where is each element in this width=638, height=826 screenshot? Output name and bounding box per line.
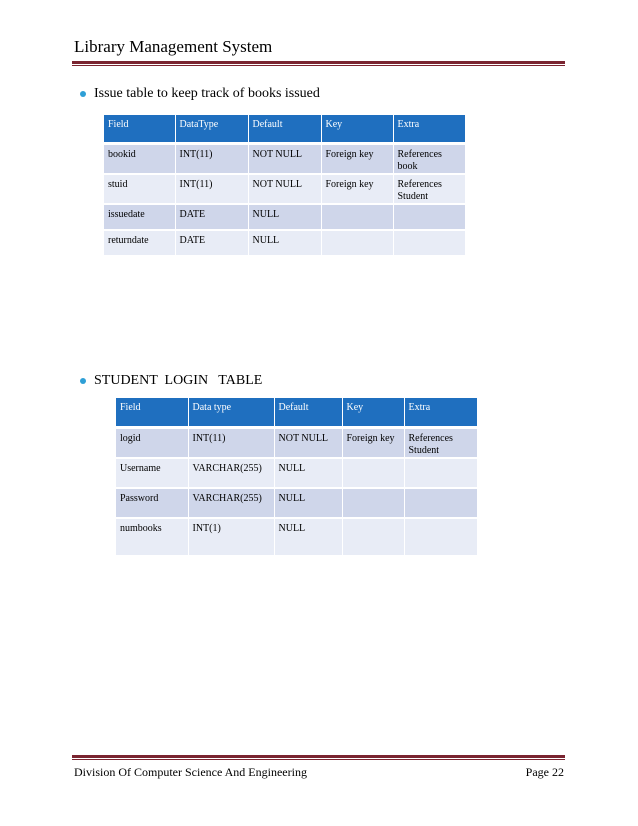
table-cell: References Student bbox=[393, 174, 465, 204]
header-title: Library Management System bbox=[74, 37, 273, 56]
column-header-default: Default bbox=[274, 398, 342, 428]
table-cell: NOT NULL bbox=[274, 428, 342, 459]
table-row bbox=[116, 428, 477, 459]
table-cell: References book bbox=[393, 144, 465, 175]
bullet-icon bbox=[80, 91, 86, 97]
footer-rule-thin bbox=[72, 759, 565, 760]
table-row bbox=[116, 458, 477, 488]
table-cell: NULL bbox=[248, 204, 321, 230]
table-cell: DATE bbox=[175, 204, 248, 230]
column-header-field: Field bbox=[116, 398, 188, 428]
table-cell: DATE bbox=[175, 230, 248, 256]
table-cell: INT(1) bbox=[188, 518, 274, 556]
table-cell bbox=[342, 518, 404, 556]
column-header-extra: Extra bbox=[404, 398, 477, 428]
footer-rule-thick bbox=[72, 755, 565, 758]
table-cell: Username bbox=[116, 458, 188, 488]
footer-page-number: Page 22 bbox=[525, 765, 564, 779]
table-cell: Foreign key bbox=[342, 428, 404, 459]
table-row bbox=[116, 518, 477, 556]
table-cell: logid bbox=[116, 428, 188, 459]
issue-table bbox=[104, 115, 466, 257]
table-cell bbox=[393, 204, 465, 230]
column-header-datatype: DataType bbox=[175, 115, 248, 144]
table-cell: Password bbox=[116, 488, 188, 518]
table-cell: NULL bbox=[274, 488, 342, 518]
table-cell bbox=[321, 230, 393, 256]
table-cell: NULL bbox=[248, 230, 321, 256]
table-row bbox=[104, 174, 465, 204]
table-cell: INT(11) bbox=[175, 174, 248, 204]
column-header-key: Key bbox=[321, 115, 393, 144]
bullet-icon bbox=[80, 378, 86, 384]
header-rule-thick bbox=[72, 61, 565, 64]
table-cell: Foreign key bbox=[321, 174, 393, 204]
table-cell: NULL bbox=[274, 458, 342, 488]
column-header-key: Key bbox=[342, 398, 404, 428]
footer-left: Division Of Computer Science And Engineering bbox=[74, 765, 307, 779]
section1-heading bbox=[80, 86, 320, 102]
table-cell bbox=[342, 488, 404, 518]
table-cell bbox=[404, 518, 477, 556]
table-cell: bookid bbox=[104, 144, 175, 175]
table-cell bbox=[404, 488, 477, 518]
table-cell: returndate bbox=[104, 230, 175, 256]
table-cell bbox=[404, 458, 477, 488]
table-cell: issuedate bbox=[104, 204, 175, 230]
table-row bbox=[104, 204, 465, 230]
table-cell: INT(11) bbox=[188, 428, 274, 459]
table-cell bbox=[342, 458, 404, 488]
column-header-data-type: Data type bbox=[188, 398, 274, 428]
student-login-table bbox=[116, 398, 478, 557]
table-cell bbox=[321, 204, 393, 230]
table-row bbox=[104, 144, 465, 175]
table-cell: References Student bbox=[404, 428, 477, 459]
column-header-default: Default bbox=[248, 115, 321, 144]
column-header-field: Field bbox=[104, 115, 175, 144]
header-rule-thin bbox=[72, 65, 565, 66]
section1-heading-text: Issue table to keep track of books issued bbox=[94, 86, 320, 101]
section2-heading-text: STUDENT LOGIN TABLE bbox=[94, 373, 263, 388]
table-cell: numbooks bbox=[116, 518, 188, 556]
column-header-extra: Extra bbox=[393, 115, 465, 144]
table-cell: INT(11) bbox=[175, 144, 248, 175]
student-login-table-header-row bbox=[116, 398, 477, 428]
table-cell: VARCHAR(255) bbox=[188, 488, 274, 518]
issue-table-header-row bbox=[104, 115, 465, 144]
table-cell: Foreign key bbox=[321, 144, 393, 175]
section2-heading bbox=[80, 373, 262, 389]
table-cell: stuid bbox=[104, 174, 175, 204]
table-cell: NULL bbox=[274, 518, 342, 556]
table-row bbox=[104, 230, 465, 256]
table-cell bbox=[393, 230, 465, 256]
table-row bbox=[116, 488, 477, 518]
table-cell: NOT NULL bbox=[248, 144, 321, 175]
table-cell: VARCHAR(255) bbox=[188, 458, 274, 488]
table-cell: NOT NULL bbox=[248, 174, 321, 204]
